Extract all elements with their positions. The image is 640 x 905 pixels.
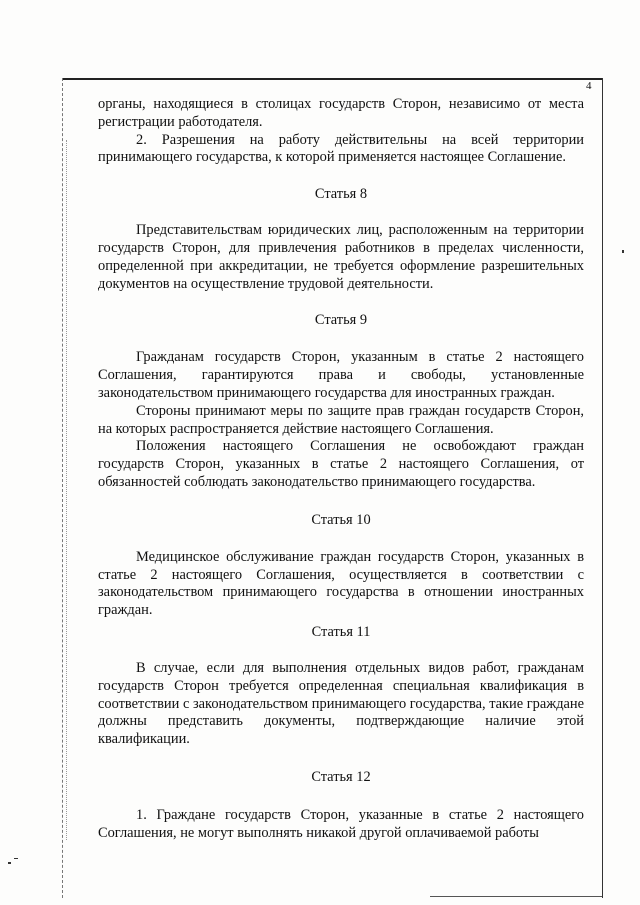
article-heading: Статья 12 (311, 768, 371, 785)
article-heading: Статья 11 (311, 623, 371, 640)
article-heading: Статья 8 (314, 186, 368, 203)
paragraph: Медицинское обслуживание граждан государств Сторон, указанных в статье 2 настоящего Соглашения, осуществляется в соответствии с законодательством принимающего государства в отношении иностранных граждан. (98, 548, 584, 619)
paragraph: органы, находящиеся в столицах государств Сторон, независимо от места регистрации работодателя. (98, 96, 584, 130)
article-heading: Статья 9 (314, 312, 368, 329)
scan-speck (8, 862, 11, 864)
scan-frame-bottom-edge (430, 896, 602, 897)
scan-frame-top-edge (62, 78, 602, 80)
scan-speck (14, 858, 18, 859)
paragraph: В случае, если для выполнения отдельных видов работ, гражданам государств Сторон требуется определенная специальная квалификация в соответствии с законодательством принимающего государства, такие граждане должны представить документы, подтверждающие наличие этой квалификации. (98, 659, 584, 748)
paragraph: Представительствам юридических лиц, расположенным на территории государств Сторон, для привлечения работников в пределах численности, определенной при аккредитации, не требуется оформление разрешительных документов на осуществление трудовой деятельности. (98, 222, 584, 292)
paragraph: Стороны принимают меры по защите прав граждан государств Сторон, на которых распространяется действие настоящего Соглашения. (98, 402, 584, 437)
scan-frame-left-edge (62, 78, 63, 898)
paragraph: Положения настоящего Соглашения не освобождают граждан государств Сторон, указанных в статье 2 настоящего Соглашения, от обязанностей соблюдать законодательство принимающего государства. (98, 438, 584, 490)
paragraph: 2. Разрешения на работу действительны на всей территории принимающего государства, к которой применяется настоящее Соглашение. (98, 131, 584, 166)
paragraph: Гражданам государств Сторон, указанным в статье 2 настоящего Соглашения, гарантируются права и свободы, установленные законодательством принимающего государства для иностранных граждан. (98, 349, 584, 401)
page-number: 4 (586, 80, 592, 92)
paragraph: 1. Граждане государств Сторон, указанные в статье 2 настоящего Соглашения, не могут выполнять никакой другой оплачиваемой работы (98, 806, 584, 841)
scan-speck (622, 250, 624, 253)
article-heading: Статья 10 (311, 511, 371, 528)
document-body (98, 96, 584, 843)
scan-frame-left-shadow (66, 140, 67, 840)
scan-frame-right-edge (602, 78, 603, 898)
